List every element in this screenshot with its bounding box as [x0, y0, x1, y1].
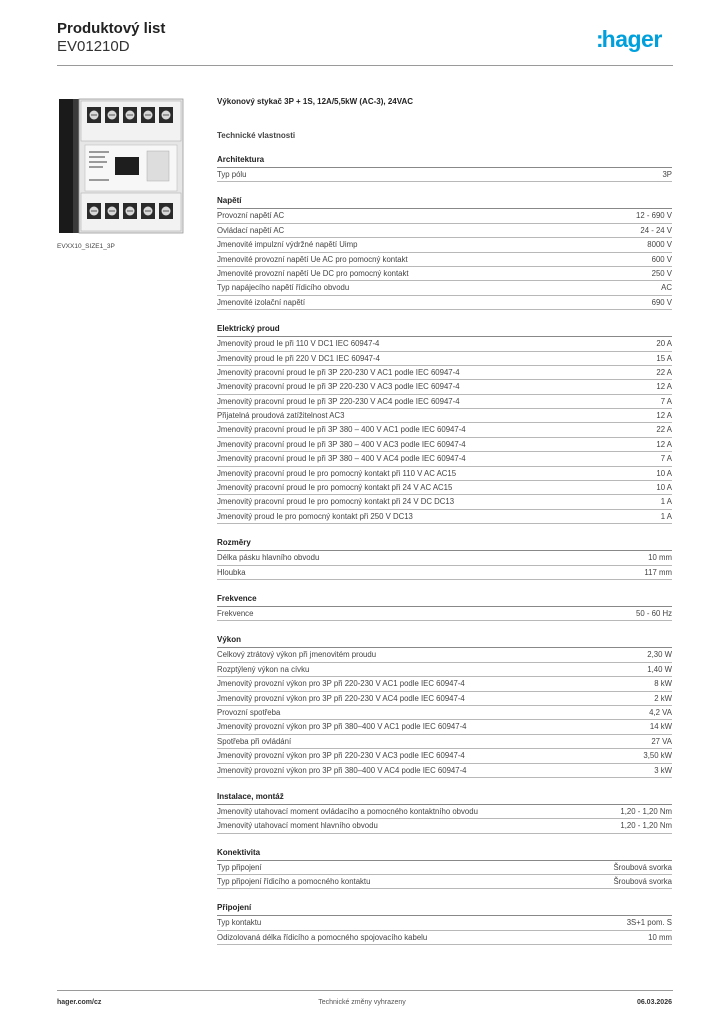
spec-label: Hloubka: [217, 567, 246, 577]
spec-row: [217, 337, 672, 351]
spec-row: [217, 481, 672, 495]
product-title: Výkonový stykač 3P + 1S, 12A/5,5kW (AC-3), 24VAC: [217, 97, 414, 106]
header-divider: [57, 65, 673, 66]
spec-label: Jmenovitý pracovní proud Ie při 3P 220-230 V AC4 podle IEC 60947-4: [217, 396, 460, 406]
spec-row: [217, 677, 672, 691]
spec-label: Jmenovité izolační napětí: [217, 297, 305, 307]
spec-label: Jmenovitý pracovní proud Ie při 3P 220-230 V AC3 podle IEC 60947-4: [217, 382, 460, 392]
spec-section: [217, 323, 672, 524]
spec-section: [217, 195, 672, 310]
spec-label: Ovládací napětí AC: [217, 225, 285, 235]
spec-row: [217, 706, 672, 720]
spec-row: [217, 551, 672, 565]
spec-row: [217, 495, 672, 509]
product-code: EV01210D: [57, 38, 130, 55]
spec-value: 2,30 W: [647, 650, 672, 660]
spec-value: 117 mm: [644, 567, 672, 577]
spec-value: 12 - 690 V: [636, 211, 672, 221]
spec-label: Jmenovitý pracovní proud Ie pro pomocný kontakt při 24 V DC DC13: [217, 497, 455, 507]
spec-label: Jmenovitý provozní výkon pro 3P při 220-230 V AC3 podle IEC 60947-4: [217, 751, 465, 761]
spec-value: 1,20 - 1,20 Nm: [620, 821, 672, 831]
spec-section: [217, 791, 672, 834]
spec-value: 12 A: [656, 439, 672, 449]
spec-value: 1,40 W: [647, 664, 672, 674]
spec-row: [217, 648, 672, 662]
spec-label: Jmenovitý provozní výkon pro 3P při 220-230 V AC1 podle IEC 60947-4: [217, 679, 465, 689]
spec-label: Typ kontaktu: [217, 918, 262, 928]
logo-text: hager: [601, 26, 662, 52]
spec-row: [217, 735, 672, 749]
spec-row: [217, 931, 672, 945]
spec-label: Odizolovaná délka řídicího a pomocného spojovacího kabelu: [217, 932, 428, 942]
spec-label: Jmenovitý provozní výkon pro 3P při 380–400 V AC1 podle IEC 60947-4: [217, 722, 467, 732]
spec-row: [217, 566, 672, 580]
spec-label: Jmenovitý proud Ie při 110 V DC1 IEC 60947-4: [217, 339, 380, 349]
specifications: [217, 154, 672, 958]
spec-row: [217, 352, 672, 366]
spec-row: [217, 692, 672, 706]
header: [57, 20, 165, 56]
section-heading: Rozměry: [217, 537, 672, 551]
spec-label: Jmenovitý pracovní proud Ie při 3P 220-230 V AC1 podle IEC 60947-4: [217, 367, 460, 377]
spec-label: Frekvence: [217, 608, 254, 618]
spec-row: [217, 749, 672, 763]
footer-date: 06.03.2026: [636, 999, 672, 1006]
spec-row: [217, 861, 672, 875]
spec-row: [217, 819, 672, 833]
spec-row: [217, 720, 672, 734]
spec-row: [217, 380, 672, 394]
spec-label: Jmenovitý pracovní proud Ie při 3P 380 – 400 V AC1 podle IEC 60947-4: [217, 425, 466, 435]
spec-label: Jmenovité provozní napětí Ue DC pro pomocný kontakt: [217, 268, 409, 278]
spec-label: Typ pólu: [217, 170, 247, 179]
spec-label: Přijatelná proudová zatížitelnost AC3: [217, 411, 345, 421]
section-heading: Instalace, montáž: [217, 791, 672, 805]
spec-value: 10 mm: [648, 932, 672, 942]
spec-value: 27 VA: [651, 736, 672, 746]
spec-row: [217, 253, 672, 267]
spec-label: Celkový ztrátový výkon při jmenovitém proudu: [217, 650, 377, 660]
spec-label: Typ napájecího napětí řídicího obvodu: [217, 283, 350, 293]
spec-label: Typ připojení řídicího a pomocného kontaktu: [217, 877, 371, 887]
section-heading: Výkon: [217, 634, 672, 648]
spec-value: 3,50 kW: [643, 751, 672, 761]
section-heading: Konektivita: [217, 847, 672, 861]
spec-row: [217, 764, 672, 778]
spec-value: 4,2 VA: [649, 707, 672, 717]
footer-disclaimer: Technické změny vyhrazeny: [318, 999, 406, 1006]
spec-row: [217, 224, 672, 238]
spec-value: 20 A: [656, 339, 672, 349]
spec-value: 14 kW: [649, 722, 672, 732]
spec-value: 7 A: [660, 454, 672, 464]
spec-row: [217, 916, 672, 930]
spec-section: [217, 902, 672, 945]
logo-dots: :: [596, 26, 602, 52]
spec-label: Rozptýlený výkon na cívku: [217, 664, 310, 674]
spec-row: [217, 607, 672, 621]
spec-value: 10 A: [656, 468, 672, 478]
footer-website[interactable]: hager.com/cz: [57, 999, 102, 1006]
spec-label: Jmenovitý pracovní proud Ie při 3P 380 – 400 V AC3 podle IEC 60947-4: [217, 439, 466, 449]
spec-label: Provozní spotřeba: [217, 707, 281, 717]
spec-row: [217, 452, 672, 466]
page-title: Produktový list: [57, 20, 166, 37]
tech-properties-title: Technické vlastnosti: [217, 131, 296, 140]
spec-label: Jmenovité impulzní výdržné napětí Uimp: [217, 240, 358, 250]
spec-section: [217, 593, 672, 621]
spec-value: 690 V: [651, 297, 672, 307]
spec-value: 10 A: [656, 483, 672, 493]
spec-value: 600 V: [651, 254, 672, 264]
spec-value: 2 kW: [654, 693, 672, 703]
spec-label: Jmenovitý proud Ie při 220 V DC1 IEC 60947-4: [217, 353, 380, 363]
spec-label: Spotřeba při ovládání: [217, 736, 292, 746]
spec-row: [217, 296, 672, 310]
spec-row: [217, 467, 672, 481]
spec-label: Jmenovitý pracovní proud Ie při 3P 380 – 400 V AC4 podle IEC 60947-4: [217, 454, 466, 464]
spec-section: [217, 634, 672, 778]
spec-value: 8000 V: [647, 240, 672, 250]
spec-label: Provozní napětí AC: [217, 211, 285, 221]
spec-value: 8 kW: [654, 679, 672, 689]
product-image: [57, 93, 189, 239]
spec-value: 12 A: [656, 382, 672, 392]
spec-row: [217, 875, 672, 889]
section-heading: Architektura: [217, 154, 672, 168]
spec-value: 22 A: [656, 425, 672, 435]
spec-label: Jmenovitý utahovací moment hlavního obvodu: [217, 821, 378, 831]
spec-label: Jmenovitý proud Ie pro pomocný kontakt při 250 V DC13: [217, 511, 413, 521]
spec-row: [217, 805, 672, 819]
footer-divider: [57, 990, 673, 991]
spec-section: [217, 537, 672, 580]
spec-value: 12 A: [656, 411, 672, 421]
spec-value: 15 A: [656, 353, 672, 363]
image-caption: EVXX10_SIZE1_3P: [57, 243, 115, 250]
spec-row: [217, 510, 672, 524]
section-heading: Napětí: [217, 195, 672, 209]
hager-logo: [596, 26, 662, 53]
spec-value: 1 A: [660, 497, 672, 507]
section-heading: Elektrický proud: [217, 323, 672, 337]
spec-value: AC: [661, 283, 672, 293]
spec-value: Šroubová svorka: [613, 877, 672, 887]
spec-label: Jmenovitý pracovní proud Ie pro pomocný kontakt při 110 V AC AC15: [217, 468, 457, 478]
spec-row: [217, 663, 672, 677]
spec-value: 3S+1 pom. S: [626, 918, 672, 928]
spec-section: [217, 847, 672, 890]
spec-label: Jmenovitý provozní výkon pro 3P při 380–400 V AC4 podle IEC 60947-4: [217, 765, 467, 775]
section-heading: Frekvence: [217, 593, 672, 607]
spec-value: 10 mm: [648, 553, 672, 563]
spec-row: [217, 238, 672, 252]
spec-value: 24 - 24 V: [640, 225, 672, 235]
spec-label: Jmenovitý utahovací moment ovládacího a pomocného kontaktního obvodu: [217, 806, 478, 816]
spec-value: Šroubová svorka: [613, 862, 672, 872]
spec-row: [217, 267, 672, 281]
spec-label: Jmenovité provozní napětí Ue AC pro pomocný kontakt: [217, 254, 408, 264]
spec-value: 250 V: [651, 268, 672, 278]
spec-label: Délka pásku hlavního obvodu: [217, 553, 320, 563]
spec-row: [217, 409, 672, 423]
spec-label: Typ připojení: [217, 862, 262, 872]
spec-value: 3P: [662, 170, 672, 179]
spec-row: [217, 168, 672, 182]
spec-value: 1,20 - 1,20 Nm: [620, 806, 672, 816]
spec-row: [217, 395, 672, 409]
spec-value: 1 A: [660, 511, 672, 521]
spec-section: [217, 154, 672, 182]
spec-label: Jmenovitý pracovní proud Ie pro pomocný kontakt při 24 V AC AC15: [217, 483, 453, 493]
spec-value: 50 - 60 Hz: [636, 608, 672, 618]
spec-value: 7 A: [660, 396, 672, 406]
spec-label: Jmenovitý provozní výkon pro 3P při 220-230 V AC4 podle IEC 60947-4: [217, 693, 465, 703]
spec-row: [217, 209, 672, 223]
spec-value: 3 kW: [654, 765, 672, 775]
spec-row: [217, 438, 672, 452]
spec-value: 22 A: [656, 367, 672, 377]
spec-row: [217, 366, 672, 380]
section-heading: Připojení: [217, 902, 672, 916]
spec-row: [217, 281, 672, 295]
spec-row: [217, 423, 672, 437]
